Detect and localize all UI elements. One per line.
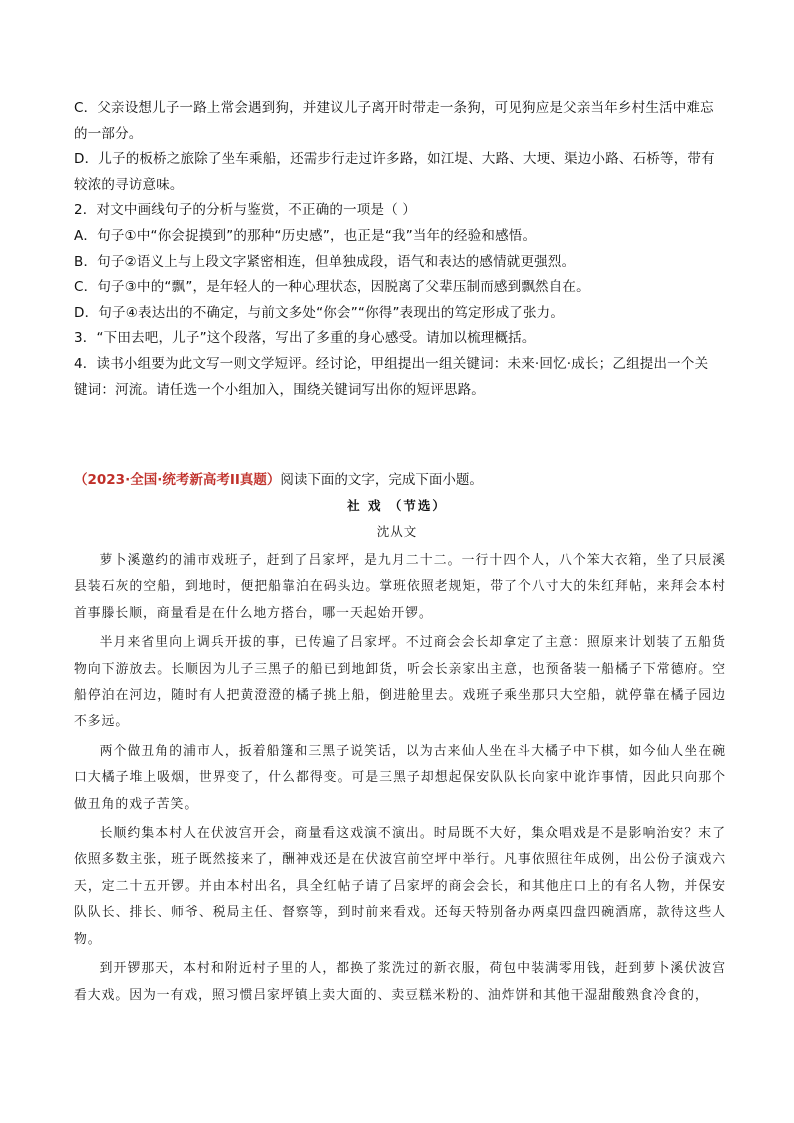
option-d-line-2: 较浓的寻访意味。	[74, 176, 184, 193]
question-2-stem: 2．对文中画线句子的分析与鉴赏，不正确的一项是（ ）	[74, 202, 417, 219]
story-author: 沈从文	[376, 524, 418, 539]
question-2-option-a: A．句子①中“你会捉摸到”的那种“历史感”，也正是“我”当年的经验和感悟。	[74, 227, 537, 244]
story-paragraph: 萝卜溪邀约的浦市戏班子，赶到了吕家坪，是九月二十二。一行十四个人，八个笨大衣箱，坐了只辰溪县装石灰的空船，到地时，便把船靠泊在码头边。掌班依照老规矩，带了个八寸大的朱红拜帖，来拜会本村首事滕长顺，商量看是在什么地方搭台，哪一天起始开锣。	[74, 553, 726, 621]
source-line	[74, 468, 724, 492]
question-3: 3．“下田去吧，儿子”这个段落，写出了多重的身心感受。请加以梳理概括。	[74, 330, 536, 347]
story-paragraph: 半月来省里向上调兵开拔的事，已传遍了吕家坪。不过商会会长却拿定了主意：照原来计划装了五船货物向下游放去。长顺因为儿子三黑子的船已到地卸货，听会长亲家出主意，也预备装一船橘子下常德府。空船停泊在河边，随时有人把黄澄澄的橘子挑上船，倒进舱里去。戏班子乘坐那只大空船，就停靠在橘子园边不多远。	[74, 635, 726, 730]
reading-instruction: 阅读下面的文字，完成下面小题。	[280, 472, 483, 488]
exam-source-tag: （2023·全国·统考新高考II真题）	[74, 472, 281, 488]
story-paragraph: 到开锣那天，本村和附近村子里的人，都换了浆洗过的新衣服，荷包中装满零用钱，赶到萝卜溪伏波宫看大戏。因为一有戏，照习惯吕家坪镇上卖大面的、卖豆糕米粉的、油炸饼和其他干湿甜酸熟食冷食的，	[74, 961, 726, 1003]
option-c-line-2: 的一部分。	[74, 125, 143, 142]
story-title: 社 戏 （节选）	[347, 498, 447, 513]
story-paragraph: 两个做丑角的浦市人，扳着船篷和三黑子说笑话，以为古来仙人坐在斗大橘子中下棋，如今仙人坐在碗口大橘子堆上吸烟，世界变了，什么都得变。可是三黑子却想起保安队队长向家中讹诈事情，因此只向那个做丑角的戏子苦笑。	[74, 743, 726, 812]
question-2-option-d: D．句子④表达出的不确定，与前文多处“你会”“你得”表现出的笃定形成了张力。	[74, 304, 565, 321]
option-c-line-1: C．父亲设想儿子一路上常会遇到狗，并建议儿子离开时带走一条狗，可见狗应是父亲当年乡村生活中难忘	[74, 100, 714, 116]
option-d-line-1: D．儿子的板桥之旅除了坐车乘船，还需步行走过许多路，如江堤、大路、大埂、渠边小路、石桥等，带有	[74, 151, 715, 168]
question-2-option-b: B．句子②语义上与上段文字紧密相连，但单独成段，语气和表达的感情就更强烈。	[74, 253, 576, 270]
story-body	[74, 548, 726, 1012]
story-paragraph: 长顺约集本村人在伏波宫开会，商量看这戏演不演出。时局既不大好，集众唱戏是不是影响治安？末了依照多数主张，班子既然接来了，酬神戏还是在伏波宫前空坪中举行。凡事依照往年成例，出公份子演戏六天，定二十五开锣。并由本村出名，具全红帖子请了吕家坪的商会会长，和其他庄口上的有名人物，并保安队队长、排长、师爷、税局主任、督察等，到时前来看戏。还每天特别备办两桌四盘四碗酒席，款待这些人物。	[74, 826, 726, 947]
question-4-line-1: 4．读书小组要为此文写一则文学短评。经讨论，甲组提出一组关键词：未来·回忆·成长；乙组提出一个关	[74, 355, 709, 372]
question-4-line-2: 键词：河流。请任选一个小组加入，围绕关键词写出你的短评思路。	[74, 381, 485, 398]
question-block	[74, 96, 724, 403]
question-2-option-c: C．句子③中的“飘”，是年轻人的一种心理状态，因脱离了父辈压制而感到飘然自在。	[74, 279, 590, 296]
